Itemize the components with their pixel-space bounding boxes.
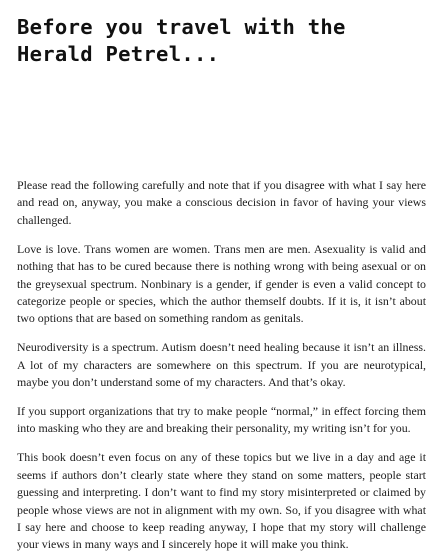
paragraph: Love is love. Trans women are women. Trans men are men. Asexuality is valid and nothing that has to be cured because there is nothing wrong with being asexual or on the greysexual spectrum. Nonbinary is a gender, if gender is even a valid concept to categorize people or species, which the author themself doubts. If it is, it isn’t about two options that are based on something random as genitals. — [17, 241, 426, 326]
body-text — [17, 177, 426, 554]
title-line: Herald Petrel... — [17, 42, 220, 66]
page-title — [17, 14, 426, 68]
paragraph: Please read the following carefully and note that if you disagree with what I say here and read on, anyway, you make a conscious decision in favor of having your views challenged. — [17, 178, 426, 227]
paragraph: If you support organizations that try to make people “normal,” in effect forcing them into masking who they are and breaking their personality, my writing isn’t for you. — [17, 403, 426, 436]
paragraph: Neurodiversity is a spectrum. Autism doesn’t need healing because it isn’t an illness. A lot of my characters are somewhere on this spectrum. If you are neurotypical, maybe you don’t understand some of my characters. And that’s okay. — [17, 340, 426, 390]
paragraph: This book doesn’t even focus on any of these topics but we live in a day and age it seems if authors don’t clearly state where they stand on some matters, people start guessing and interpreting. I don’t want to find my story misinterpreted or claimed by people whose views are not in alignment with my own. So, if you disagree with what I say here and choose to keep reading anyway, I hope that my story will challenge your views in many ways and I sincerely hope it will make you think. — [17, 450, 426, 552]
title-line: Before you travel with the — [17, 15, 346, 39]
